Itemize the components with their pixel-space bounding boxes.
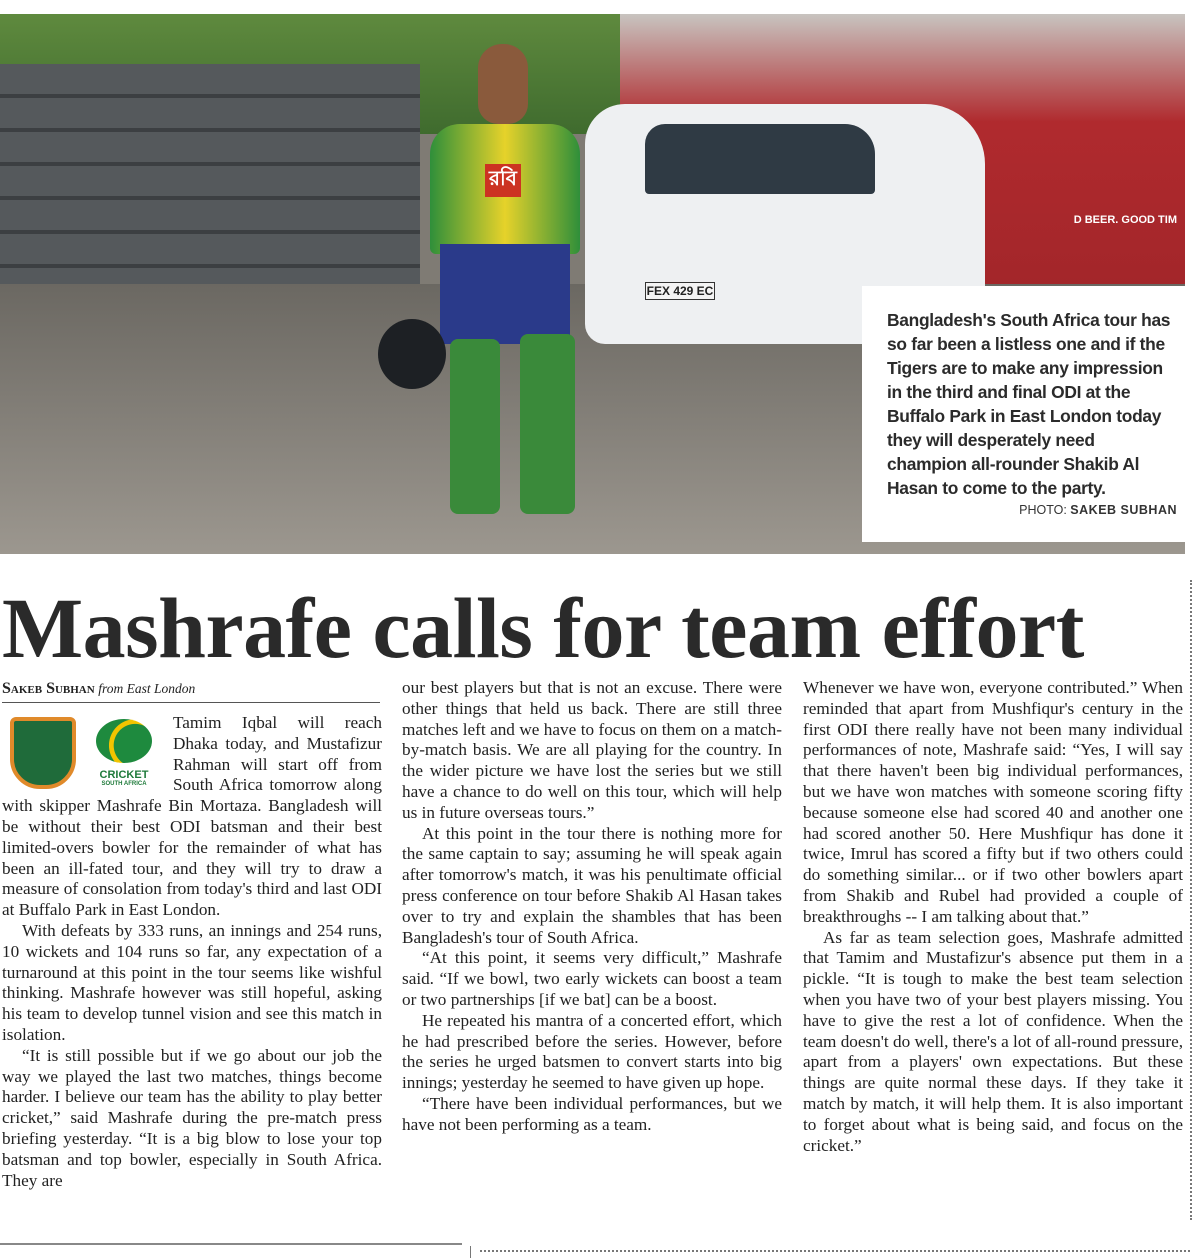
csa-logo-text: CRICKET: [99, 769, 149, 781]
article-column-1: [2, 713, 382, 1191]
article-column-3: [803, 678, 1183, 1156]
paragraph: Tamim Iqbal will reach Dhaka today, and Mustafizur Rahman will start off from South Africa tomorrow along with skipper Mashrafe Bin Mortaza. Bangladesh will be without their best ODI batsman and their best limited-overs bowler for the remainder of what has been an ill-fated tour, and they will try to draw a measure of consolation from today's third and last ODI at Buffalo Park in East London.: [2, 713, 382, 920]
credit-label: PHOTO:: [1019, 503, 1067, 517]
byline: [2, 680, 380, 703]
credit-name: SAKEB SUBHAN: [1070, 503, 1177, 517]
helmet: [378, 319, 446, 389]
paragraph: “There have been individual performances, but we have not been performing as a team.: [402, 1093, 782, 1134]
paragraph: Whenever we have won, everyone contributed.” When reminded that apart from Mushfiqur's century in the first ODI there really have not been many individual performances of note, Mashrafe said: “Yes, I will say that there haven't been big individual performances, but we have won matches with someone scoring fifty because someone else had scored 40 and another one had scored another 50. Here Mushfiqur has done it twice, Imrul has scored a fifty but if two others could do something similar... or if two other bowlers apart from Shakib and Rubel had provided a couple of breakthroughs -- I am talking about that.”: [803, 678, 1183, 926]
csa-logo-subtext: SOUTH AFRICA: [101, 781, 147, 787]
rule-tick: [470, 1246, 471, 1258]
paragraph: With defeats by 333 runs, an innings and 254 runs, 10 wickets and 104 runs so far, any expectation of a turnaround at this point in the tour seems like wishful thinking. Mashrafe however was still hopeful, asking his team to develop tunnel vision and see this match in isolation.: [2, 920, 382, 1044]
batting-pad-right: [520, 334, 575, 514]
stall-banner: D BEER. GOOD TIM: [1073, 214, 1177, 226]
paragraph: He repeated his mantra of a concerted effort, which he had prescribed before the series. However, before the series he urged batsmen to convert starts into big innings; yesterday he seemed to have given up hope.: [402, 1010, 782, 1093]
paragraph: As far as team selection goes, Mashrafe admitted that Tamim and Mustafizur's absence put them in a pickle. “It is tough to make the best team selection when you have two of your best players missing. You have to give the rest a lot of confidence. When the team doesn't do well, there's a lot of all-round pressure, apart from a players' own expectations. But these things are quite normal these days. If they take it match by match, it will help them. It is also important to forget about what is being said, and focus on the cricket.”: [803, 927, 1183, 1155]
paragraph: our best players but that is not an excuse. There were other things that held us back. There are still three matches left and we have to focus on them on a match-by-match basis. We are all playing for the country. In the wider picture we have lost the series but we still have a chance to do well on this tour, which will help us in future overseas tours.”: [402, 678, 782, 822]
bottom-dotted-rule: [480, 1250, 1190, 1252]
player-jersey: রবি: [430, 124, 580, 254]
logos: [2, 713, 167, 795]
stone-steps: [0, 64, 420, 294]
column-divider-dotted: [1190, 580, 1192, 1220]
paragraph: “It is still possible but if we go about our job the way we played the last two matches, things become harder. I believe our team has the ability to play better cricket,” said Mashrafe during the pre-match press briefing yesterday. “It is a big blow to lose your top batsman and top bowler, especially in South Africa. They are: [2, 1045, 382, 1190]
photo-credit: [887, 503, 1177, 517]
number-plate: FEX 429 EC: [646, 284, 714, 298]
photo-caption-box: [862, 286, 1185, 542]
bcb-logo: [10, 717, 76, 789]
paragraph: At this point in the tour there is nothing more for the same captain to say; assuming he will speak again after tomorrow's match, it was his penultimate official press conference on tour before Shakib Al Hasan takes over to try and explain the shambles that has been Bangladesh's tour of South Africa.: [402, 823, 782, 947]
player-head: [478, 44, 528, 124]
csa-logo: [88, 719, 160, 793]
article-photo: [0, 14, 1185, 554]
article-column-2: [402, 678, 782, 1136]
headline: Mashrafe calls for team effort: [2, 580, 1084, 676]
paragraph: “At this point, it seems very difficult,” Mashrafe said. “If we bowl, two early wickets can boost a team or two partnerships [if we bat] can be a boost.: [402, 948, 782, 1009]
batting-pad-left: [450, 339, 500, 514]
dateline: from East London: [98, 681, 196, 696]
author-name: Sakeb Subhan: [2, 680, 95, 697]
player-trousers: [440, 244, 570, 344]
photo-caption: Bangladesh's South Africa tour has so far been a listless one and if the Tigers are to make any impression in the third and final ODI at the Buffalo Park in East London today they will desperately need champion all-rounder Shakib Al Hasan to come to the party.: [887, 310, 1171, 498]
bottom-rule: [0, 1243, 462, 1245]
